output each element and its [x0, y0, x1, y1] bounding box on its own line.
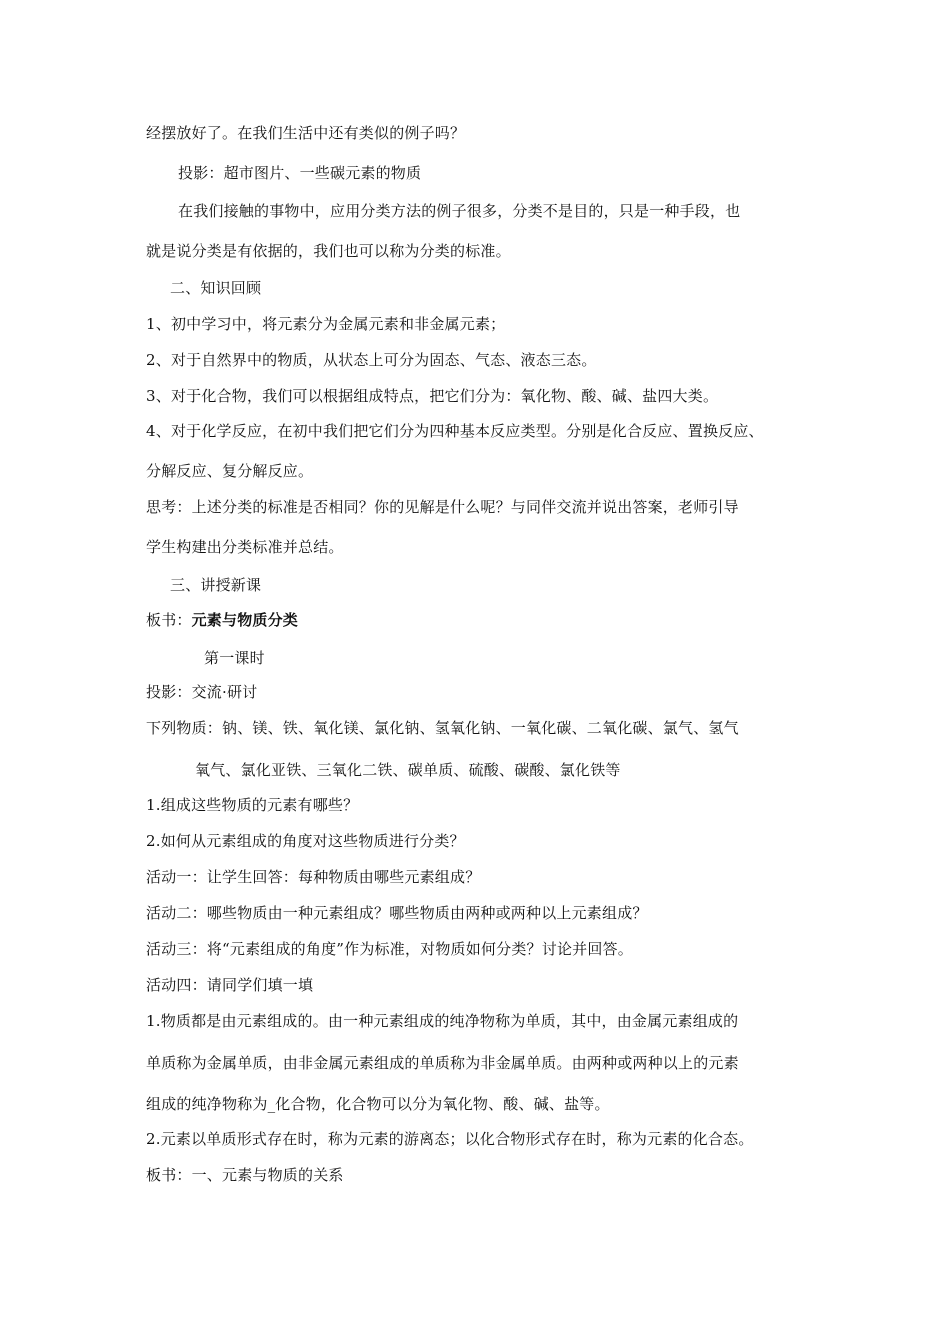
board-line: 板书：一、元素与物质的关系 — [146, 1166, 344, 1184]
text-line: 氧气、氯化亚铁、三氧化二铁、碳单质、硫酸、碳酸、氯化铁等 — [195, 761, 621, 779]
activity-item: 活动三：将“元素组成的角度”作为标准，对物质如何分类？讨论并回答。 — [146, 940, 633, 958]
question-item: 1.组成这些物质的元素有哪些？ — [146, 796, 359, 814]
text-line: 思考：上述分类的标准是否相同？你的见解是什么呢？与同伴交流并说出答案，老师引导 — [146, 498, 739, 516]
board-title-line — [146, 610, 298, 630]
activity-item: 活动四：请同学们填一填 — [146, 976, 314, 994]
text-line: 2、对于自然界中的物质，从状态上可分为固态、气态、液态三态。 — [146, 351, 597, 369]
text-line: 单质称为金属单质，由非金属元素组成的单质称为非金属单质。由两种或两种以上的元素 — [146, 1054, 739, 1072]
text-line: 组成的纯净物称为_化合物，化合物可以分为氧化物、酸、碱、盐等。 — [146, 1095, 610, 1113]
lesson-period: 第一课时 — [204, 649, 265, 667]
text-line: 经摆放好了。在我们生活中还有类似的例子吗？ — [146, 124, 466, 142]
text-line: 学生构建出分类标准并总结。 — [146, 538, 344, 556]
activity-item: 活动二：哪些物质由一种元素组成？哪些物质由两种或两种以上元素组成？ — [146, 904, 648, 922]
activity-item: 活动一：让学生回答：每种物质由哪些元素组成？ — [146, 868, 481, 886]
text-line: 下列物质：钠、镁、铁、氧化镁、氯化钠、氢氧化钠、一氧化碳、二氧化碳、氯气、氢气 — [146, 719, 739, 737]
text-line: 3、对于化合物，我们可以根据组成特点，把它们分为：氧化物、酸、碱、盐四大类。 — [146, 387, 719, 405]
text-line: 投影：交流·研讨 — [146, 683, 258, 701]
text-line: 分解反应、复分解反应。 — [146, 462, 314, 480]
text-line: 2.元素以单质形式存在时，称为元素的游离态；以化合物形式存在时，称为元素的化合态。 — [146, 1130, 754, 1148]
section-heading: 二、知识回顾 — [170, 279, 262, 297]
board-title-prefix: 板书： — [146, 611, 192, 629]
text-line: 投影：超市图片、一些碳元素的物质 — [178, 164, 422, 182]
section-heading: 三、讲授新课 — [170, 576, 262, 594]
text-line: 1.物质都是由元素组成的。由一种元素组成的纯净物称为单质，其中，由金属元素组成的 — [146, 1012, 739, 1030]
question-item: 2.如何从元素组成的角度对这些物质进行分类？ — [146, 832, 465, 850]
text-line: 4、对于化学反应，在初中我们把它们分为四种基本反应类型。分别是化合反应、置换反应、 — [146, 422, 764, 440]
text-line: 1、初中学习中，将元素分为金属元素和非金属元素； — [146, 315, 506, 333]
text-line: 就是说分类是有依据的，我们也可以称为分类的标准。 — [146, 242, 511, 260]
board-title: 元素与物质分类 — [191, 611, 299, 629]
text-line: 在我们接触的事物中，应用分类方法的例子很多，分类不是目的，只是一种手段，也 — [178, 202, 741, 220]
